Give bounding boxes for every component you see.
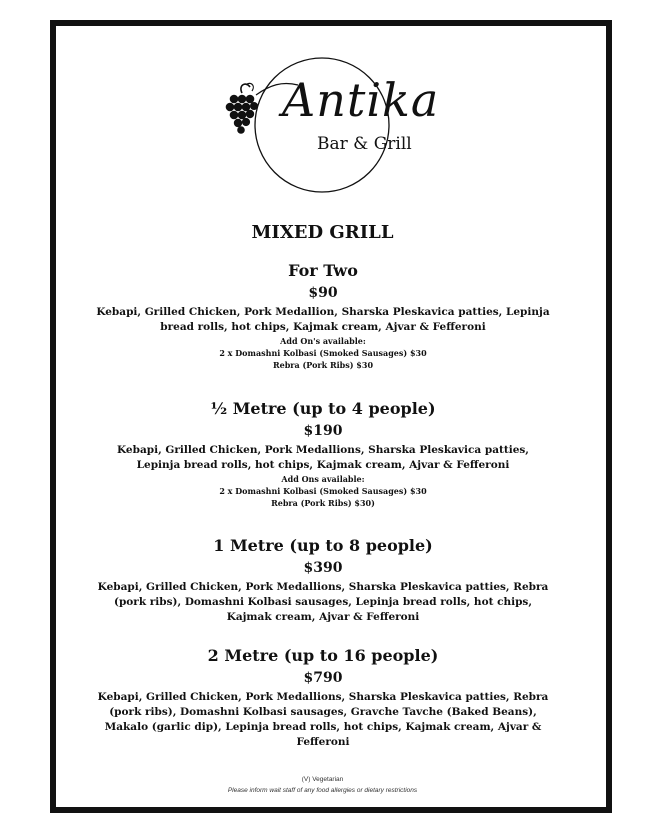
section-title: ½ Metre (up to 4 people) [210, 399, 436, 418]
addons-label: Add On's available: [280, 336, 366, 346]
vegetarian-legend: (V) Vegetarian [301, 776, 344, 783]
addon-item: 2 x Domashni Kolbasi (Smoked Sausages) $30 [219, 348, 427, 358]
section-price: $390 [303, 560, 343, 576]
section-price: $790 [303, 670, 343, 686]
addon-item: Rebra (Pork Ribs) $30) [271, 498, 375, 508]
addon-item: Rebra (Pork Ribs) $30 [272, 360, 374, 370]
section-description: Kebapi, Grilled Chicken, Pork Medallions, Sharska Pleskavica patties, Rebra (pork ribs), Domashni Kolbasi sausages, Lepinja bread rolls, hot chips, Kajmak cream, Ajvar & Fefferoni [97, 581, 549, 623]
section-description: Kebapi, Grilled Chicken, Pork Medallions, Sharska Pleskavica patties, Rebra (pork ribs), Domashni Kolbasi sausages, Gravche Tavche (Baked Beans), Makalo (garlic dip), Lepinja bread rolls, hot chips, Kajmak cream, Ajvar & Fefferoni [97, 691, 549, 748]
page-title: MIXED GRILL [251, 222, 394, 243]
section-title: For Two [288, 261, 358, 280]
logo [220, 55, 440, 195]
addons-label: Add Ons available: [281, 474, 365, 484]
logo-name: Antika [282, 73, 440, 127]
section-price: $190 [303, 423, 343, 439]
section-title: 1 Metre (up to 8 people) [213, 536, 433, 555]
section-price: $90 [308, 285, 338, 301]
section-one-metre [95, 535, 551, 625]
section-title: 2 Metre (up to 16 people) [207, 646, 439, 665]
section-for-two [95, 260, 551, 371]
grapes-icon [226, 83, 258, 133]
section-half-metre [95, 398, 551, 509]
addon-item: 2 x Domashni Kolbasi (Smoked Sausages) $30 [219, 486, 427, 496]
section-description: Kebapi, Grilled Chicken, Pork Medallions, Sharska Pleskavica patties, Lepinja bread rolls, hot chips, Kajmak cream, Ajvar & Fefferoni [117, 444, 529, 471]
section-two-metre [95, 645, 551, 750]
section-description: Kebapi, Grilled Chicken, Pork Medallion, Sharska Pleskavica patties, Lepinja bread rolls, hot chips, Kajmak cream, Ajvar & Fefferoni [96, 306, 550, 333]
allergy-note: Please inform wait staff of any food allergies or dietary restrictions [227, 787, 418, 794]
logo-tagline: Bar & Grill [317, 134, 412, 154]
